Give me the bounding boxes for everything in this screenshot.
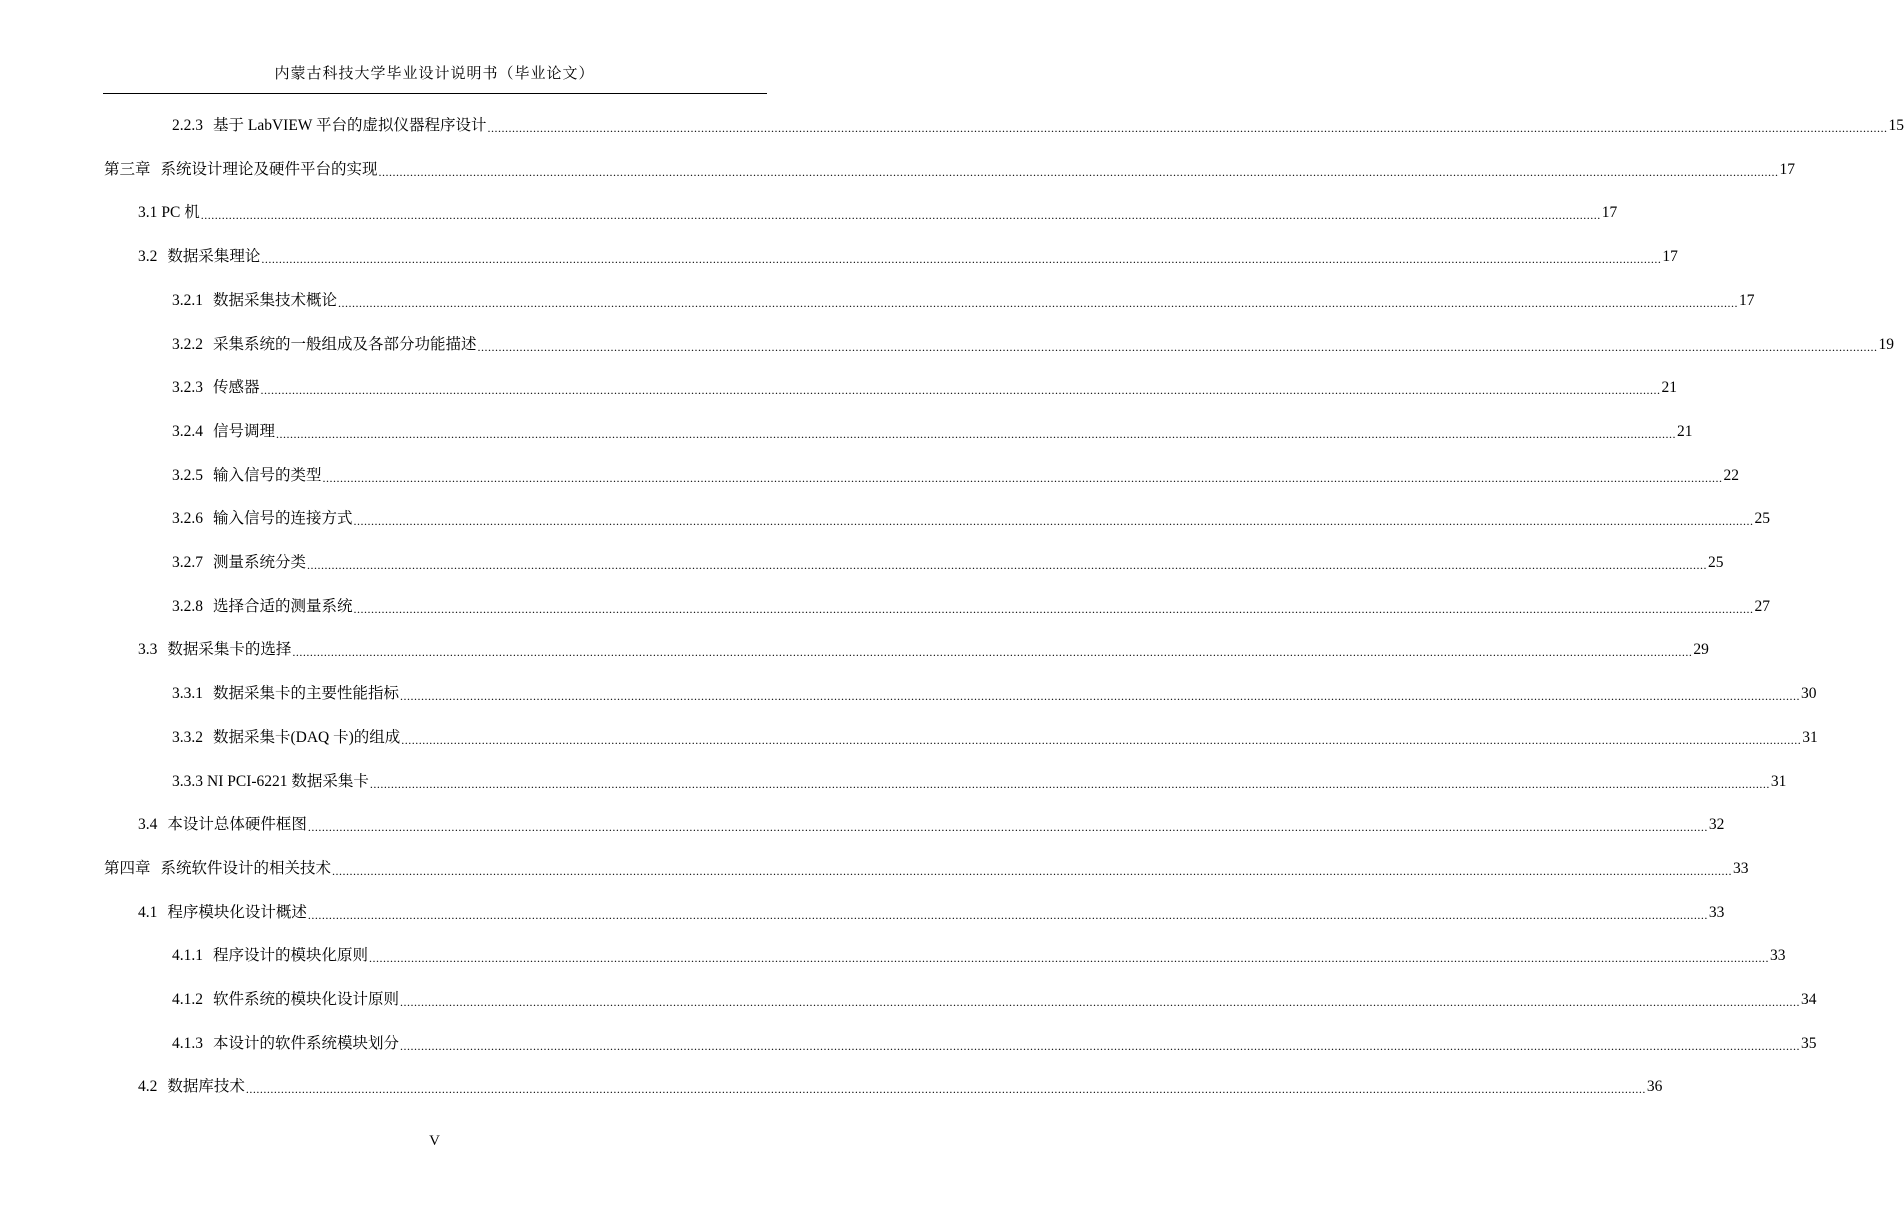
toc-entry-page: 17 bbox=[1662, 248, 1678, 266]
toc-entry-page: 22 bbox=[1723, 466, 1740, 484]
toc-entry-title: 程序设计的模块化原则 bbox=[213, 947, 369, 965]
toc-entry-number: 3.2.4 bbox=[172, 422, 203, 440]
toc-entry-page: 36 bbox=[1646, 1078, 1663, 1096]
toc-entry-page: 30 bbox=[1801, 685, 1817, 703]
toc-entry-number: 4.1.3 bbox=[172, 1034, 203, 1052]
toc-entry-title: 传感器 bbox=[213, 379, 260, 397]
toc-entry-number: 3.3 bbox=[138, 641, 158, 659]
toc-entry-sub[interactable] bbox=[172, 552, 1724, 574]
toc-entry-number: 4.2 bbox=[138, 1078, 158, 1096]
toc-entry-title: 数据采集卡(DAQ 卡)的组成 bbox=[213, 728, 401, 746]
toc-entry-title: 测量系统分类 bbox=[213, 554, 307, 571]
toc-entry-sub[interactable] bbox=[172, 290, 1755, 312]
toc-entry-title: 程序模块化设计概述 bbox=[167, 903, 307, 921]
toc-entry-title: 基于 LabVIEW 平台的虚拟仪器程序设计 bbox=[213, 117, 487, 134]
toc-entry-title: 软件系统的模块化设计原则 bbox=[213, 991, 400, 1008]
toc-entry-number: 2.2.3 bbox=[172, 117, 203, 134]
toc-entry-page: 31 bbox=[1802, 728, 1818, 746]
toc-entry-number: 3.2 bbox=[138, 248, 158, 266]
toc-entry-title: 数据采集卡的主要性能指标 bbox=[213, 685, 400, 703]
toc-entry-sub[interactable] bbox=[172, 508, 1771, 530]
toc-entry-number: 3.2.5 bbox=[172, 466, 203, 484]
toc-dot-leader: ................................................................................................................................................................................................................................................................................................................................................................................................................ bbox=[307, 907, 1708, 922]
toc-entry-number: 3.4 bbox=[138, 816, 158, 834]
toc-dot-leader: ................................................................................................................................................................................................................................................................................................................................................................................................................ bbox=[307, 820, 1708, 835]
toc-entry-page: 17 bbox=[1779, 160, 1796, 178]
toc-entry-section[interactable] bbox=[138, 814, 1725, 836]
toc-entry-page: 33 bbox=[1770, 947, 1786, 965]
toc-dot-leader: ................................................................................................................................................................................................................................................................................................................................................................................................................ bbox=[200, 208, 1601, 223]
toc-entry-title: 输入信号的连接方式 bbox=[213, 510, 353, 528]
toc-entry-title: 输入信号的类型 bbox=[213, 466, 322, 484]
header-divider bbox=[103, 93, 767, 94]
toc-entry-number: 第三章 bbox=[104, 160, 151, 178]
toc-entry-sub[interactable] bbox=[172, 115, 1904, 137]
toc-entry-sub[interactable] bbox=[172, 596, 1771, 618]
page-number: V bbox=[429, 1133, 440, 1149]
toc-dot-leader: ................................................................................................................................................................................................................................................................................................................................................................................................................ bbox=[322, 470, 1723, 485]
toc-entry-title: 系统软件设计的相关技术 bbox=[160, 859, 332, 877]
toc-dot-leader: ................................................................................................................................................................................................................................................................................................................................................................................................................ bbox=[353, 514, 1754, 529]
toc-entry-title: 系统设计理论及硬件平台的实现 bbox=[160, 160, 378, 178]
toc-entry-page: 21 bbox=[1677, 422, 1693, 440]
toc-entry-number: 3.2.3 bbox=[172, 379, 203, 397]
toc-entry-number: 3.3.2 bbox=[172, 728, 203, 746]
toc-entry-sub[interactable] bbox=[172, 945, 1786, 967]
toc-entry-title: 信号调理 bbox=[213, 422, 276, 440]
toc-dot-leader: ................................................................................................................................................................................................................................................................................................................................................................................................................ bbox=[261, 252, 1662, 267]
toc-entry-number: 3.2.2 bbox=[172, 335, 203, 353]
toc-dot-leader: ................................................................................................................................................................................................................................................................................................................................................................................................................ bbox=[276, 426, 1677, 441]
toc-entry-sub[interactable] bbox=[172, 1033, 1817, 1055]
toc-entry-title: 选择合适的测量系统 bbox=[213, 597, 353, 615]
toc-entry-number: 4.1 bbox=[138, 903, 158, 921]
toc-dot-leader: ................................................................................................................................................................................................................................................................................................................................................................................................................ bbox=[332, 863, 1733, 878]
toc-entry-title: PC 机 bbox=[161, 204, 200, 222]
toc-entry-title: NI PCI-6221 数据采集卡 bbox=[207, 772, 369, 790]
toc-entry-sub[interactable] bbox=[172, 377, 1678, 399]
toc-entry-number: 3.2.8 bbox=[172, 597, 203, 615]
toc-dot-leader: ................................................................................................................................................................................................................................................................................................................................................................................................................ bbox=[369, 776, 1770, 791]
toc-dot-leader: ................................................................................................................................................................................................................................................................................................................................................................................................................ bbox=[401, 732, 1802, 747]
toc-entry-section[interactable] bbox=[138, 1076, 1663, 1098]
toc-entry-page: 33 bbox=[1708, 903, 1725, 921]
toc-entry-title: 本设计总体硬件框图 bbox=[167, 816, 307, 834]
toc-dot-leader: ................................................................................................................................................................................................................................................................................................................................................................................................................ bbox=[487, 121, 1888, 135]
toc-dot-leader: ................................................................................................................................................................................................................................................................................................................................................................................................................ bbox=[338, 295, 1739, 310]
toc-entry-sub[interactable] bbox=[172, 683, 1817, 705]
toc-entry-page: 15 bbox=[1888, 117, 1904, 134]
toc-dot-leader: ................................................................................................................................................................................................................................................................................................................................................................................................................ bbox=[378, 164, 1779, 179]
toc-entry-sub[interactable] bbox=[172, 727, 1818, 749]
toc-entry-title: 数据采集理论 bbox=[167, 248, 261, 266]
toc-entry-number: 4.1.2 bbox=[172, 991, 203, 1008]
toc-entry-page: 35 bbox=[1801, 1034, 1817, 1052]
toc-entry-section[interactable] bbox=[138, 639, 1709, 661]
toc-dot-leader: ................................................................................................................................................................................................................................................................................................................................................................................................................ bbox=[260, 383, 1661, 398]
toc-dot-leader: ................................................................................................................................................................................................................................................................................................................................................................................................................ bbox=[400, 995, 1801, 1009]
toc-entry-section[interactable] bbox=[138, 902, 1725, 924]
toc-entry-page: 19 bbox=[1878, 335, 1895, 353]
toc-entry-title: 本设计的软件系统模块划分 bbox=[213, 1034, 400, 1052]
toc-entry-page: 17 bbox=[1739, 291, 1755, 309]
toc-entry-number: 3.3.3 bbox=[172, 772, 203, 790]
toc-dot-leader: ................................................................................................................................................................................................................................................................................................................................................................................................................ bbox=[353, 601, 1754, 616]
toc-entry-page: 25 bbox=[1708, 554, 1724, 571]
toc-dot-leader: ................................................................................................................................................................................................................................................................................................................................................................................................................ bbox=[400, 1038, 1801, 1053]
toc-entry-title: 数据采集技术概论 bbox=[213, 291, 338, 309]
toc-entry-sub[interactable] bbox=[172, 421, 1693, 443]
toc-entry-page: 17 bbox=[1601, 204, 1618, 222]
toc-entry-page: 32 bbox=[1708, 816, 1725, 834]
toc-dot-leader: ................................................................................................................................................................................................................................................................................................................................................................................................................ bbox=[400, 689, 1801, 704]
toc-entry-title: 数据库技术 bbox=[167, 1078, 245, 1096]
toc-dot-leader: ................................................................................................................................................................................................................................................................................................................................................................................................................ bbox=[477, 339, 1878, 354]
toc-dot-leader: ................................................................................................................................................................................................................................................................................................................................................................................................................ bbox=[307, 558, 1708, 572]
toc-entry-chapter[interactable] bbox=[104, 858, 1749, 880]
toc-entry-page: 29 bbox=[1693, 641, 1709, 659]
toc-entry-page: 27 bbox=[1754, 597, 1771, 615]
toc-entry-sub[interactable] bbox=[172, 989, 1817, 1011]
toc-dot-leader: ................................................................................................................................................................................................................................................................................................................................................................................................................ bbox=[292, 645, 1693, 660]
toc-entry-section[interactable] bbox=[138, 202, 1618, 224]
toc-dot-leader: ................................................................................................................................................................................................................................................................................................................................................................................................................ bbox=[245, 1082, 1646, 1097]
toc-entry-sub[interactable] bbox=[172, 334, 1895, 356]
toc-entry-number: 3.3.1 bbox=[172, 685, 203, 703]
toc-entry-sub[interactable] bbox=[172, 465, 1740, 487]
toc-entry-number: 3.1 bbox=[138, 204, 158, 222]
toc-entry-page: 31 bbox=[1770, 772, 1787, 790]
toc-entry-number: 3.2.7 bbox=[172, 554, 203, 571]
toc-entry-chapter[interactable] bbox=[104, 159, 1796, 181]
toc-entry-title: 采集系统的一般组成及各部分功能描述 bbox=[213, 335, 477, 353]
toc-entry-number: 第四章 bbox=[104, 859, 151, 877]
running-header: 内蒙古科技大学毕业设计说明书（毕业论文） bbox=[274, 66, 595, 82]
toc-entry-page: 21 bbox=[1661, 379, 1678, 397]
toc-entry-number: 3.2.1 bbox=[172, 291, 203, 309]
toc-entry-section[interactable] bbox=[138, 246, 1678, 268]
toc-entry-page: 33 bbox=[1733, 859, 1749, 877]
toc-dot-leader: ................................................................................................................................................................................................................................................................................................................................................................................................................ bbox=[369, 951, 1770, 966]
toc-entry-page: 34 bbox=[1801, 991, 1817, 1008]
toc-entry-number: 4.1.1 bbox=[172, 947, 203, 965]
toc-entry-title: 数据采集卡的选择 bbox=[167, 641, 292, 659]
toc-entry-page: 25 bbox=[1754, 510, 1771, 528]
toc-entry-sub[interactable] bbox=[172, 771, 1787, 793]
toc-entry-number: 3.2.6 bbox=[172, 510, 203, 528]
